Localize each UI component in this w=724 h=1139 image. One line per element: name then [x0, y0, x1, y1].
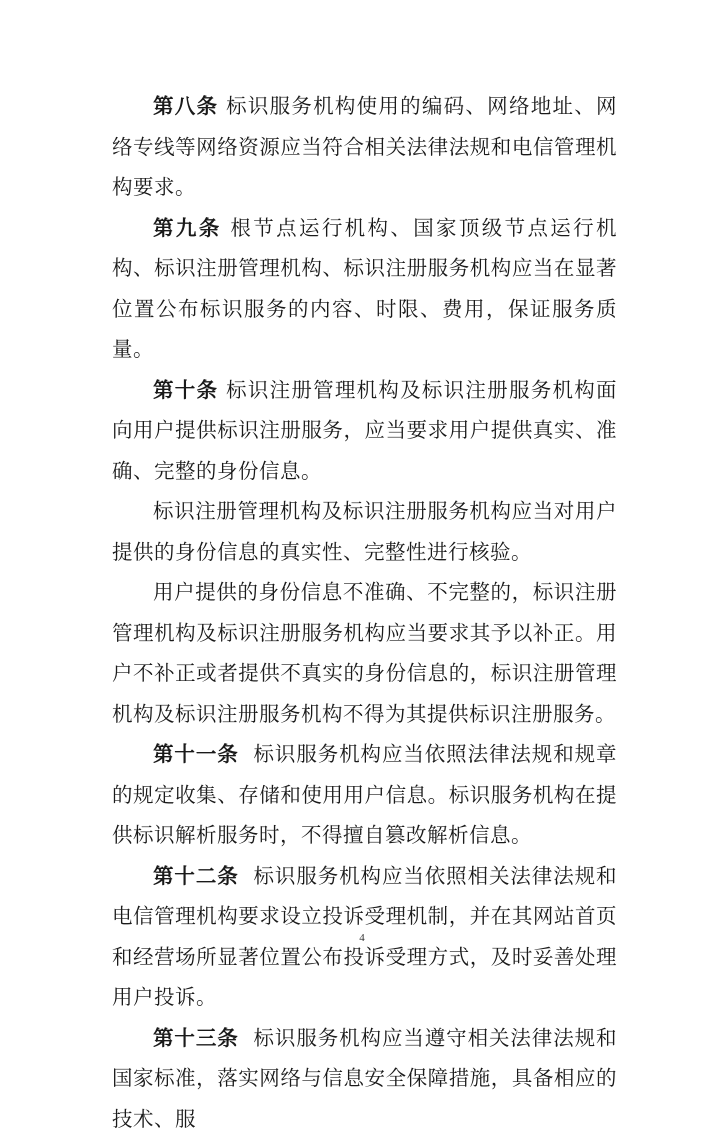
paragraph-text: 用户提供的身份信息不准确、不完整的，标识注册管理机构及标识注册服务机构应当要求其予以补正。用户不补正或者提供不真实的身份信息的，标识注册管理机构及标识注册服务机构不得为其提供标识注册服务。 — [112, 580, 617, 726]
article-heading: 第十二条 — [153, 864, 239, 888]
article-text: 标识服务机构使用的编码、网络地址、网络专线等网络资源应当符合相关法律法规和电信管理机构要求。 — [112, 94, 617, 199]
article-heading: 第十三条 — [153, 1026, 239, 1050]
article-text: 标识注册管理机构及标识注册服务机构面向用户提供标识注册服务，应当要求用户提供真实、准确、完整的身份信息。 — [112, 378, 617, 483]
article-9 — [112, 208, 617, 370]
article-heading: 第十一条 — [153, 742, 239, 766]
article-heading: 第八条 — [153, 94, 218, 118]
article-heading: 第九条 — [153, 216, 222, 240]
article-text: 根节点运行机构、国家顶级节点运行机构、标识注册管理机构、标识注册服务机构应当在显著位置公布标识服务的内容、时限、费用，保证服务质量。 — [112, 216, 617, 362]
page-number: 4 — [0, 932, 724, 944]
article-8 — [112, 86, 617, 208]
paragraph-text: 标识注册管理机构及标识注册服务机构应当对用户提供的身份信息的真实性、完整性进行核验。 — [112, 499, 617, 564]
article-heading: 第十条 — [153, 378, 218, 402]
article-text: 标识服务机构应当依照法律法规和规章的规定收集、存储和使用用户信息。标识服务机构在提供标识解析服务时，不得擅自篡改解析信息。 — [112, 742, 617, 847]
document-body — [112, 86, 617, 1139]
article-text: 标识服务机构应当依照相关法律法规和电信管理机构要求设立投诉受理机制，并在其网站首页和经营场所显著位置公布投诉受理方式，及时妥善处理用户投诉。 — [112, 864, 617, 1010]
article-10-para-2 — [112, 491, 617, 572]
article-10 — [112, 370, 617, 492]
article-11 — [112, 734, 617, 856]
article-13 — [112, 1018, 617, 1139]
article-text: 标识服务机构应当遵守相关法律法规和国家标准，落实网络与信息安全保障措施，具备相应的技术、服 — [112, 1026, 617, 1131]
article-10-para-3 — [112, 572, 617, 734]
